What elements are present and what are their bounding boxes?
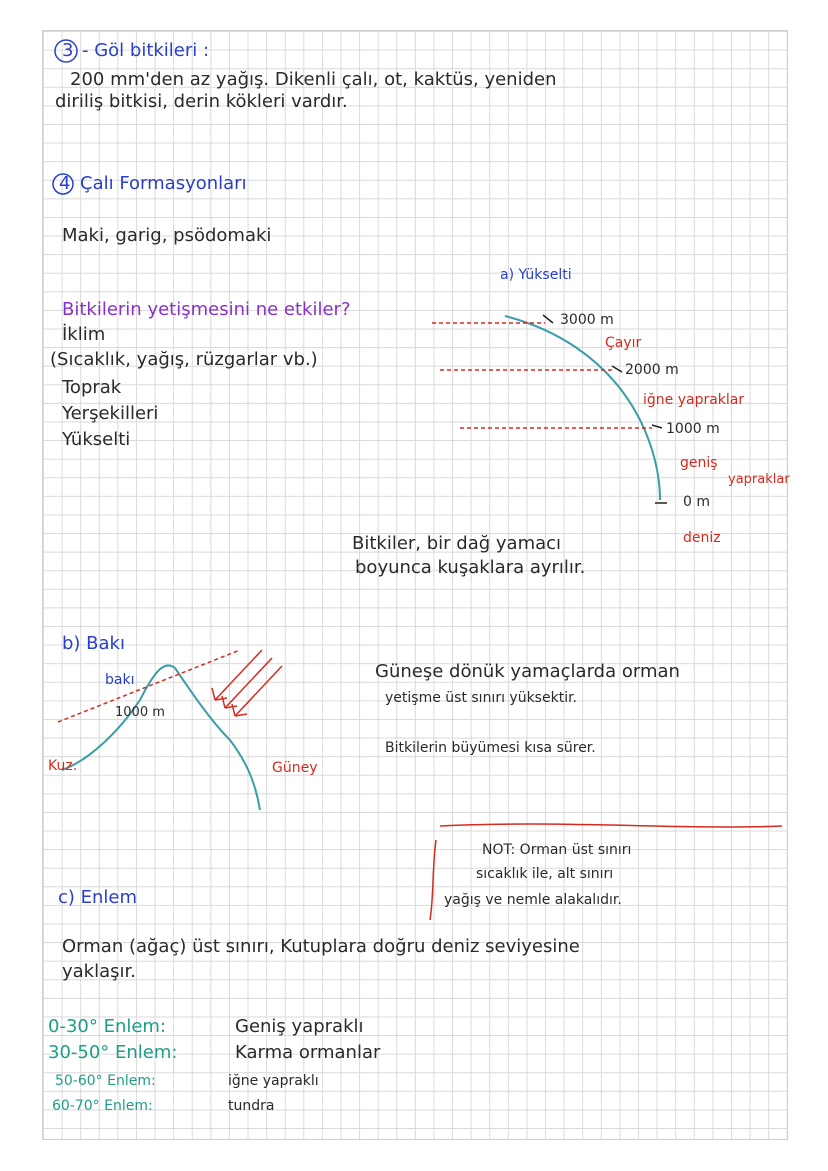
- altitude-level-0: 0 m: [683, 494, 710, 510]
- aspect-note2: yetişme üst sınırı yüksektir.: [385, 690, 578, 706]
- factor-item-0: İklim: [62, 324, 106, 345]
- factor-item-1: (Sıcaklık, yağış, rüzgarlar vb.): [50, 349, 318, 370]
- tick-1000: [652, 425, 662, 428]
- latitude-row0-range: 0-30° Enlem:: [48, 1016, 167, 1037]
- latitude-line2: yaklaşır.: [62, 961, 136, 982]
- not-line1: NOT: Orman üst sınırı: [482, 842, 632, 858]
- altitude-caption2: boyunca kuşaklara ayrılır.: [355, 557, 586, 578]
- tick-2000: [612, 366, 622, 372]
- not-line2: sıcaklık ile, alt sınırı: [476, 866, 614, 882]
- altitude-zone-genis: geniş: [680, 455, 718, 471]
- latitude-row3-value: tundra: [228, 1098, 275, 1114]
- factor-item-3: Yerşekilleri: [62, 403, 159, 424]
- aspect-note1: Güneşe dönük yamaçlarda orman: [375, 661, 680, 682]
- aspect-south: Güney: [272, 760, 318, 776]
- aspect-note3: Bitkilerin büyümesi kısa sürer.: [385, 740, 596, 756]
- section3-number: 3: [62, 40, 74, 61]
- section4-types: Maki, garig, psödomaki: [62, 225, 272, 246]
- altitude-level-2000: 2000 m: [625, 362, 679, 378]
- latitude-row1-value: Karma ormanlar: [235, 1042, 381, 1063]
- latitude-heading: c) Enlem: [58, 887, 138, 908]
- altitude-zone-deniz: deniz: [683, 530, 721, 546]
- altitude-level-3000: 3000 m: [560, 312, 614, 328]
- section3-line1: 200 mm'den az yağış. Dikenli çalı, ot, kaktüs, yeniden: [70, 69, 557, 90]
- altitude-zone-yapraklar: yapraklar: [728, 472, 790, 487]
- factor-item-2: Toprak: [62, 377, 122, 398]
- aspect-mountain-line: [62, 665, 260, 810]
- factor-item-4: Yükselti: [62, 429, 131, 450]
- aspect-north: Kuz.: [48, 758, 78, 774]
- not-line3: yağış ve nemle alakalıdır.: [444, 892, 622, 908]
- altitude-level-1000: 1000 m: [666, 421, 720, 437]
- latitude-row2-range: 50-60° Enlem:: [55, 1073, 156, 1089]
- latitude-row1-range: 30-50° Enlem:: [48, 1042, 178, 1063]
- altitude-zone-igne: iğne yapraklar: [643, 392, 745, 408]
- not-box-left-line: [430, 840, 436, 920]
- altitude-heading: a) Yükselti: [500, 267, 572, 283]
- aspect-label-baki: bakı: [105, 672, 135, 688]
- section4-number: 4: [59, 173, 71, 194]
- factors-question: Bitkilerin yetişmesini ne etkiler?: [62, 299, 351, 320]
- latitude-row0-value: Geniş yapraklı: [235, 1016, 364, 1037]
- section4-title: Çalı Formasyonları: [80, 173, 247, 194]
- section3-title: - Göl bitkileri :: [82, 40, 210, 61]
- sun-rays-icon: [212, 650, 282, 716]
- latitude-line1: Orman (ağaç) üst sınırı, Kutuplara doğru deniz seviyesine: [62, 936, 580, 957]
- latitude-row2-value: iğne yapraklı: [228, 1073, 319, 1089]
- aspect-label-height: 1000 m: [115, 705, 165, 720]
- aspect-heading: b) Bakı: [62, 633, 125, 654]
- altitude-zone-cayir: Çayır: [605, 335, 642, 351]
- latitude-row3-range: 60-70° Enlem:: [52, 1098, 153, 1114]
- section3-line2: diriliş bitkisi, derin kökleri vardır.: [55, 91, 348, 112]
- not-box-top-line: [440, 824, 782, 827]
- altitude-caption1: Bitkiler, bir dağ yamacı: [352, 533, 562, 554]
- tick-3000: [543, 315, 553, 323]
